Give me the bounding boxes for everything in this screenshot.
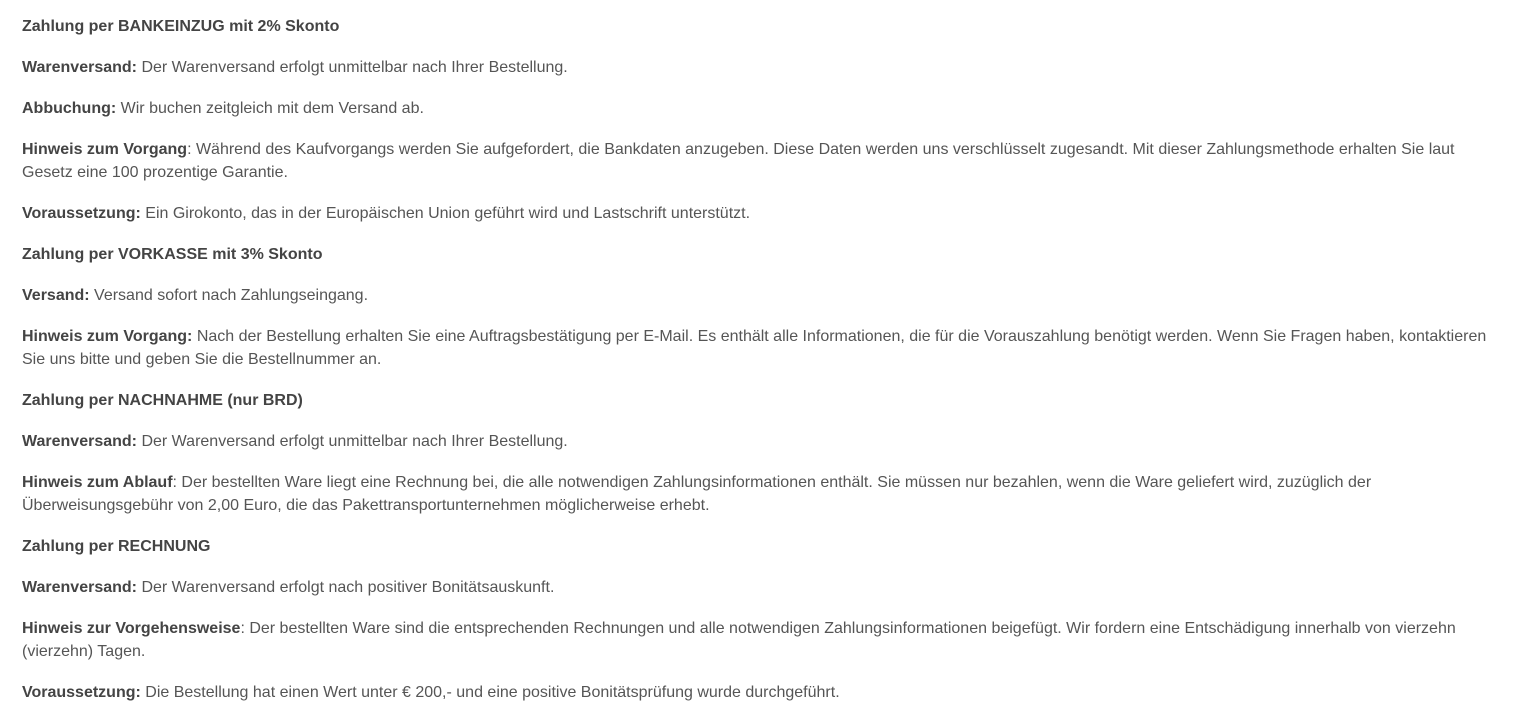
info-paragraph [22,617,1500,663]
info-label: Voraussetzung: [22,205,141,222]
info-text: Versand sofort nach Zahlungseingang. [89,287,369,304]
info-paragraph [22,202,1500,225]
section-heading-vorkasse: Zahlung per VORKASSE mit 3% Skonto [22,246,323,263]
info-label: Warenversand: [22,433,137,450]
info-label: Abbuchung: [22,100,117,117]
section-heading-rechnung: Zahlung per RECHNUNG [22,538,211,555]
info-label: Voraussetzung: [22,684,141,701]
info-label: Warenversand: [22,59,137,76]
info-label: Hinweis zum Ablauf [22,474,173,491]
info-text: Ein Girokonto, das in der Europäischen Union geführt wird und Lastschrift unterstützt. [140,205,751,222]
info-label: Versand: [22,287,90,304]
info-text: Wir buchen zeitgleich mit dem Versand ab. [116,100,424,117]
payment-info-content [22,15,1500,722]
info-text: Der Warenversand erfolgt nach positiver Bonitätsauskunft. [137,579,555,596]
info-paragraph [22,681,1500,704]
info-text: : Der bestellten Ware liegt eine Rechnung bei, die alle notwendigen Zahlungsinformationen enthält. Sie müssen nur bezahlen, wenn die Ware geliefert wird, zuzüglich der Überweisungsgebühr von 2,00 Euro, die das Pakettransportunternehmen möglicherweise erhebt. [22,474,1372,514]
info-paragraph [22,325,1500,371]
info-paragraph [22,97,1500,120]
section-heading-bankeinzug: Zahlung per BANKEINZUG mit 2% Skonto [22,18,340,35]
info-paragraph [22,471,1500,517]
info-text: Nach der Bestellung erhalten Sie eine Auftragsbestätigung per E-Mail. Es enthält alle Informationen, die für die Vorauszahlung benötigt werden. Wenn Sie Fragen haben, kontaktieren Sie uns bitte und geben Sie die Bestellnummer an. [22,328,1487,368]
info-label: Hinweis zum Vorgang [22,141,188,158]
info-text: Die Bestellung hat einen Wert unter € 200,- und eine positive Bonitätsprüfung wurde durchgeführt. [140,684,840,701]
info-paragraph [22,284,1500,307]
info-paragraph [22,138,1500,184]
info-label: Hinweis zur Vorgehensweise [22,620,241,637]
info-text: Der Warenversand erfolgt unmittelbar nach Ihrer Bestellung. [137,433,568,450]
info-label: Hinweis zum Vorgang: [22,328,193,345]
section-heading-nachnahme: Zahlung per NACHNAHME (nur BRD) [22,392,303,409]
info-label: Warenversand: [22,579,137,596]
info-text: : Der bestellten Ware sind die entsprechenden Rechnungen und alle notwendigen Zahlungsinformationen beigefügt. Wir fordern eine Entschädigung innerhalb von vierzehn (vierzehn) Tagen. [22,620,1456,660]
info-paragraph [22,430,1500,453]
info-text: : Während des Kaufvorgangs werden Sie aufgefordert, die Bankdaten anzugeben. Diese Daten werden uns verschlüsselt zugesandt. Mit dieser Zahlungsmethode erhalten Sie laut Gesetz eine 100 prozentige Garantie. [22,141,1455,181]
info-paragraph [22,576,1500,599]
info-paragraph [22,56,1500,79]
info-text: Der Warenversand erfolgt unmittelbar nach Ihrer Bestellung. [137,59,568,76]
